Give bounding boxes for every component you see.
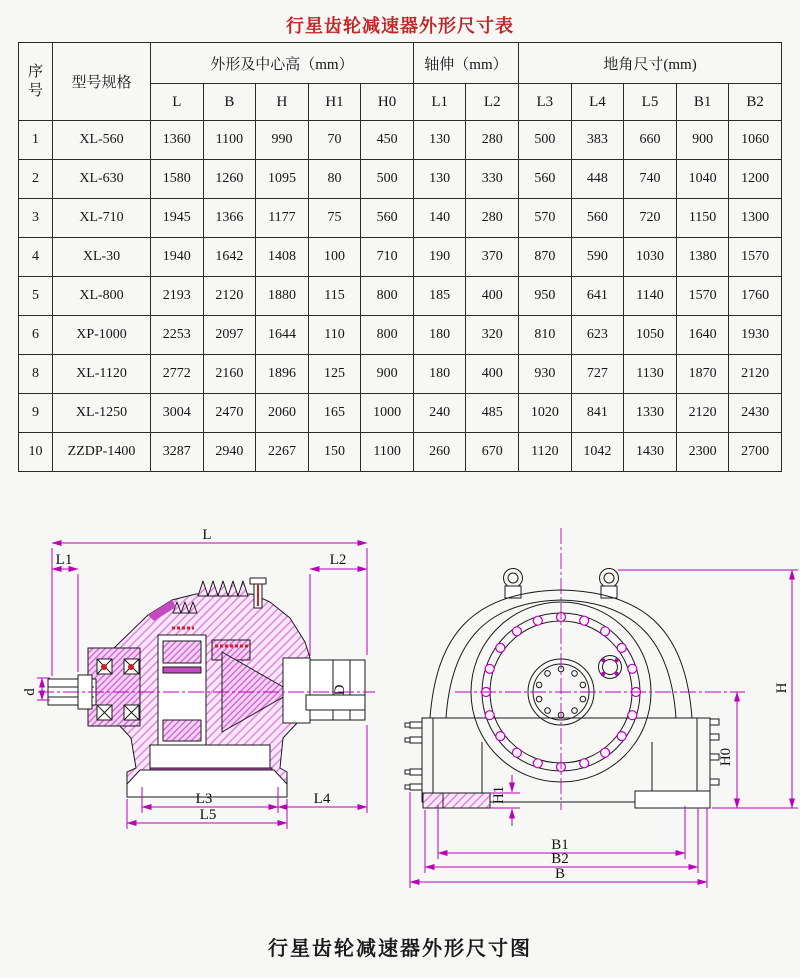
col-B1: B1 [676, 84, 729, 121]
cell-value: 180 [413, 316, 466, 355]
cell-value: 80 [308, 160, 361, 199]
keyway [306, 695, 365, 710]
cell-value: 485 [466, 394, 519, 433]
header-model: 型号规格 [53, 43, 151, 121]
cell-value: 1760 [729, 277, 782, 316]
cell-seq: 4 [19, 238, 53, 277]
cell-value: 1880 [256, 277, 309, 316]
cell-value: 2120 [203, 277, 256, 316]
cell-value: 1945 [151, 199, 204, 238]
cell-value: 710 [361, 238, 414, 277]
cell-value: 1120 [519, 433, 572, 472]
cell-value: 1050 [624, 316, 677, 355]
table-row [19, 394, 782, 433]
cell-value: 383 [571, 121, 624, 160]
cell-value: 280 [466, 121, 519, 160]
cell-value: 1408 [256, 238, 309, 277]
cell-value: 500 [361, 160, 414, 199]
dim-label-B1: B1 [551, 837, 569, 853]
cell-value: 1100 [361, 433, 414, 472]
cell-value: 260 [413, 433, 466, 472]
col-B2: B2 [729, 84, 782, 121]
cell-value: 1100 [203, 121, 256, 160]
cell-value: 1330 [624, 394, 677, 433]
cell-value: 330 [466, 160, 519, 199]
cell-value: 1640 [676, 316, 729, 355]
foot-pad-left [423, 793, 490, 808]
cell-model: XL-560 [53, 121, 151, 160]
cell-value: 3004 [151, 394, 204, 433]
cell-value: 2700 [729, 433, 782, 472]
bolt-stubs-left [405, 722, 422, 790]
cell-value: 1060 [729, 121, 782, 160]
cell-value: 2772 [151, 355, 204, 394]
eyebolt-right [600, 569, 619, 599]
table-row [19, 121, 782, 160]
right-dim-labels [491, 682, 790, 882]
section-view [22, 527, 375, 829]
cell-seq: 5 [19, 277, 53, 316]
cell-value: 720 [624, 199, 677, 238]
cell-value: 800 [361, 277, 414, 316]
cell-value: 2097 [203, 316, 256, 355]
table-row [19, 355, 782, 394]
table-row [19, 277, 782, 316]
cell-value: 448 [571, 160, 624, 199]
cell-model: XL-630 [53, 160, 151, 199]
cell-value: 641 [571, 277, 624, 316]
cell-value: 1642 [203, 238, 256, 277]
cell-value: 810 [519, 316, 572, 355]
cell-value: 2253 [151, 316, 204, 355]
dim-label-L1: L1 [55, 552, 73, 568]
cell-value: 1177 [256, 199, 309, 238]
cell-value: 560 [571, 199, 624, 238]
header-group-shaft: 轴伸（mm） [413, 43, 518, 84]
cell-value: 3287 [151, 433, 204, 472]
bearing-mark [128, 664, 134, 670]
cell-seq: 2 [19, 160, 53, 199]
cell-seq: 8 [19, 355, 53, 394]
cell-value: 450 [361, 121, 414, 160]
cell-value: 570 [519, 199, 572, 238]
col-L: L [151, 84, 204, 121]
cell-value: 2120 [676, 394, 729, 433]
oil-port [599, 656, 622, 679]
cell-model: XL-710 [53, 199, 151, 238]
eyebolt-left [504, 569, 523, 599]
col-L5: L5 [624, 84, 677, 121]
cell-model: XL-1250 [53, 394, 151, 433]
cell-value: 190 [413, 238, 466, 277]
fins [198, 581, 248, 596]
cell-model: XL-800 [53, 277, 151, 316]
cell-value: 100 [308, 238, 361, 277]
cell-value: 930 [519, 355, 572, 394]
cell-value: 1430 [624, 433, 677, 472]
col-L3: L3 [519, 84, 572, 121]
cell-value: 1042 [571, 433, 624, 472]
cell-value: 2430 [729, 394, 782, 433]
table-row [19, 238, 782, 277]
cell-value: 660 [624, 121, 677, 160]
dim-label-H: H [774, 682, 790, 694]
col-L1: L1 [413, 84, 466, 121]
cell-value: 1360 [151, 121, 204, 160]
cell-value: 900 [361, 355, 414, 394]
cell-value: 150 [308, 433, 361, 472]
cell-value: 400 [466, 355, 519, 394]
cell-value: 1300 [729, 199, 782, 238]
col-H0: H0 [361, 84, 414, 121]
cell-value: 727 [571, 355, 624, 394]
cell-value: 70 [308, 121, 361, 160]
cell-value: 590 [571, 238, 624, 277]
col-L4: L4 [571, 84, 624, 121]
table-row [19, 433, 782, 472]
cell-value: 623 [571, 316, 624, 355]
cell-value: 990 [256, 121, 309, 160]
cell-value: 670 [466, 433, 519, 472]
col-H: H [256, 84, 309, 121]
cell-value: 2470 [203, 394, 256, 433]
output-hub [283, 658, 310, 723]
cell-model: XP-1000 [53, 316, 151, 355]
dim-label-L4: L4 [313, 791, 331, 807]
dim-label-L3: L3 [195, 791, 213, 807]
cell-value: 1896 [256, 355, 309, 394]
cell-value: 1040 [676, 160, 729, 199]
cell-seq: 3 [19, 199, 53, 238]
cell-value: 1870 [676, 355, 729, 394]
col-B: B [203, 84, 256, 121]
cell-value: 1095 [256, 160, 309, 199]
fins-small [173, 602, 197, 613]
cell-value: 740 [624, 160, 677, 199]
cell-value: 1940 [151, 238, 204, 277]
cell-value: 841 [571, 394, 624, 433]
cell-value: 180 [413, 355, 466, 394]
cell-value: 130 [413, 160, 466, 199]
cell-value: 900 [676, 121, 729, 160]
drawing-caption: 行星齿轮减速器外形尺寸图 [268, 938, 532, 960]
cell-value: 320 [466, 316, 519, 355]
cell-value: 240 [413, 394, 466, 433]
cell-value: 1020 [519, 394, 572, 433]
cell-value: 400 [466, 277, 519, 316]
table-body [19, 121, 782, 472]
cell-seq: 1 [19, 121, 53, 160]
dim-label-B2: B2 [551, 851, 569, 867]
cell-value: 280 [466, 199, 519, 238]
cell-value: 2060 [256, 394, 309, 433]
cell-value: 560 [519, 160, 572, 199]
cell-value: 1130 [624, 355, 677, 394]
cell-value: 370 [466, 238, 519, 277]
cell-value: 125 [308, 355, 361, 394]
dim-label-d: d [22, 688, 38, 696]
dim-label-L2: L2 [329, 552, 347, 568]
table-row [19, 160, 782, 199]
cell-value: 115 [308, 277, 361, 316]
page-title: 行星齿轮减速器外形尺寸表 [286, 16, 514, 36]
cell-value: 1140 [624, 277, 677, 316]
cell-value: 2193 [151, 277, 204, 316]
dim-label-H1: H1 [491, 785, 507, 805]
sump-cavity [150, 745, 270, 768]
cell-value: 560 [361, 199, 414, 238]
cell-value: 140 [413, 199, 466, 238]
cell-model: XL-1120 [53, 355, 151, 394]
cell-value: 1366 [203, 199, 256, 238]
table-row [19, 199, 782, 238]
cell-model: XL-30 [53, 238, 151, 277]
dim-label-H0: H0 [718, 747, 734, 767]
cell-value: 1930 [729, 316, 782, 355]
dim-label-D: D [332, 684, 348, 696]
cell-value: 1644 [256, 316, 309, 355]
cell-seq: 10 [19, 433, 53, 472]
cell-value: 500 [519, 121, 572, 160]
dimensions-table [18, 42, 782, 472]
cell-value: 1200 [729, 160, 782, 199]
cell-value: 1030 [624, 238, 677, 277]
header-group-foot: 地角尺寸(mm) [519, 43, 782, 84]
cell-value: 1000 [361, 394, 414, 433]
cell-seq: 9 [19, 394, 53, 433]
cell-value: 165 [308, 394, 361, 433]
cell-value: 1380 [676, 238, 729, 277]
cell-value: 2120 [729, 355, 782, 394]
header-group-outline: 外形及中心高（mm） [151, 43, 414, 84]
cell-value: 870 [519, 238, 572, 277]
col-H1: H1 [308, 84, 361, 121]
cell-value: 1260 [203, 160, 256, 199]
cell-value: 2267 [256, 433, 309, 472]
cell-seq: 6 [19, 316, 53, 355]
dim-label-B: B [554, 866, 566, 882]
right-dim-lines [410, 570, 798, 888]
header-seq: 序 号 [19, 43, 53, 121]
dim-label-L5: L5 [199, 807, 217, 823]
cell-value: 2300 [676, 433, 729, 472]
front-view [405, 528, 798, 888]
cell-value: 130 [413, 121, 466, 160]
col-L2: L2 [466, 84, 519, 121]
technical-drawing [0, 512, 800, 912]
cell-value: 110 [308, 316, 361, 355]
cell-value: 2940 [203, 433, 256, 472]
dim-label-L: L [202, 527, 212, 543]
bearing-mark [101, 664, 107, 670]
cell-value: 800 [361, 316, 414, 355]
cell-value: 75 [308, 199, 361, 238]
cell-value: 185 [413, 277, 466, 316]
cell-value: 1580 [151, 160, 204, 199]
cell-value: 1150 [676, 199, 729, 238]
cell-value: 1570 [676, 277, 729, 316]
cell-value: 950 [519, 277, 572, 316]
cell-model: ZZDP-1400 [53, 433, 151, 472]
body [422, 718, 710, 805]
foot-right [635, 791, 710, 808]
cell-value: 2160 [203, 355, 256, 394]
table-row [19, 316, 782, 355]
cell-value: 1570 [729, 238, 782, 277]
